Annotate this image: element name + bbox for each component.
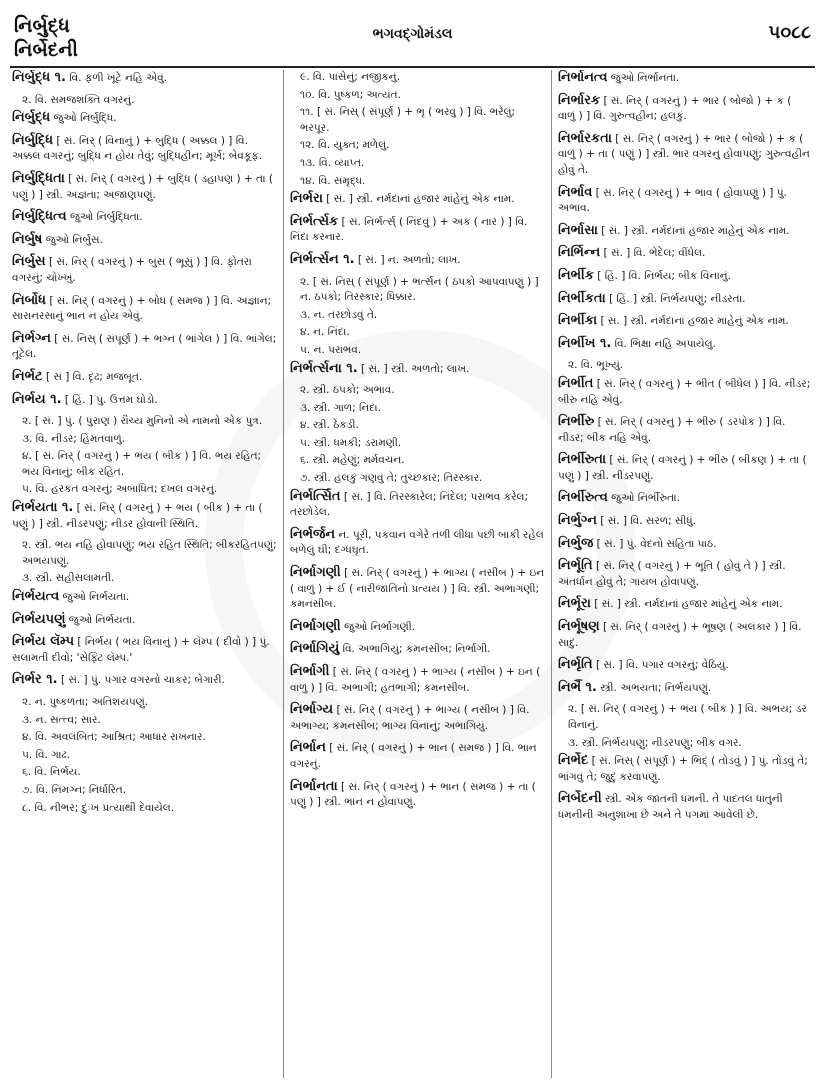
- dictionary-entry: [290, 418, 545, 434]
- dictionary-entry: [558, 414, 811, 446]
- entry-headword: નિર્બોધ: [12, 292, 46, 308]
- dictionary-entry: [558, 93, 811, 125]
- dictionary-entry: [12, 500, 277, 532]
- entry-definition: [ સં. નિર્ ( વગરનું ) + બુસ ( ભૂસું ) ] વિ. ફોતરા વગરનું; ચોખ્ખું.: [12, 256, 252, 284]
- dictionary-entry: [290, 401, 545, 417]
- dictionary-entry: [12, 133, 277, 165]
- guide-word-first: નિર્બુદ્ધ: [14, 15, 70, 37]
- entry-headword: નિર્ભેદ: [558, 753, 589, 769]
- entry-definition: [ સં. નિર્ ( વગરનું ) + ભીરુ ( ડરપોક ) ] વિ. નીડર; બીક નહિ એવું.: [558, 416, 786, 444]
- dictionary-entry: [12, 801, 277, 817]
- entry-definition: ૨. ન. પુષ્કળતા; અતિશયપણું.: [22, 696, 149, 708]
- dictionary-entry: [290, 527, 545, 559]
- dictionary-entry: [12, 713, 277, 729]
- entry-headword: નિર્ભીક: [558, 267, 594, 283]
- entry-definition: ૩. સ્ત્રી. સહીસલામતી.: [22, 572, 115, 585]
- dictionary-entry: [290, 453, 545, 469]
- entry-definition: જુઓ નિર્બુદ્ધિતા.: [69, 211, 143, 224]
- entry-definition: [ સં. ] સ્ત્રી. નર્મદાનાં હજાર માંહેનું એક નામ.: [326, 193, 515, 206]
- entry-definition: ૧૧. [ સં. નિસ્ ( સંપૂર્ણ ) + ભૃ ( ભરવું ) ] વિ. ભરેલું; ભરપૂર.: [300, 106, 516, 134]
- entry-definition: [ સં. નિર્ ( વગરનું ) + ભીત ( બીધેલ ) ] વિ. નીડર; બીરુ નહિ એવું.: [558, 377, 811, 406]
- dictionary-entry: [290, 489, 545, 521]
- entry-definition: [ સં. ] ન. અળતો; લાખ.: [357, 253, 461, 266]
- entry-headword: નિર્ભીખ ૧.: [558, 335, 612, 351]
- entry-definition: [ સં. નિર્ ( વગરનું ) + ભય ( બીક ) + તા ( પણું ) ] સ્ત્રી. નીડરપણું; નીડર હોવાની સ્થિતિ.: [12, 502, 263, 530]
- entry-definition: [ સં. નિસ્ ( સંપૂર્ણ ) + ભિદ્ ( તોડવું ) ] પું. તોડવું તે; ભાંગવું તે; જુદું કરવાપણું.: [558, 755, 808, 783]
- entry-definition: ન. પૂરી, પકવાન વગેરે તળી લીધા પછી બાકી રહેલ બળેલું ઘી; દગ્ધઘૃત.: [290, 528, 544, 557]
- dictionary-entry: [12, 110, 277, 127]
- dictionary-entry: [558, 336, 811, 353]
- entry-headword: નિર્ભીકા: [558, 313, 598, 329]
- entry-definition: ૪. [ સં. નિર્ ( વગરનું ) + ભય ( બીક ) ] વિ. ભય રહિત; ભય વિનાનું; બીક રહિત.: [22, 450, 262, 478]
- dictionary-entry: [290, 214, 545, 246]
- entry-definition: જુઓ નિર્બુસ.: [45, 233, 103, 246]
- entry-definition: વિ. અભાગિયું; કમનસીબ; નિર્ભાગી.: [342, 643, 491, 656]
- entry-definition: [ સં. નિર્ ( વગરનું ) + બોધ ( સમજ ) ] વિ. અજ્ઞાન; સારાનરસાનું ભાન ન હોય એવું.: [12, 294, 272, 323]
- dictionary-entry: [12, 589, 277, 606]
- entry-definition: ૯. વિ. પાસેનું; નજીકનું.: [300, 71, 400, 83]
- dictionary-entry: [12, 209, 277, 226]
- dictionary-entry: [12, 695, 277, 711]
- entry-definition: ૨. વિ. ભૂખ્યું.: [568, 359, 624, 372]
- entry-headword: નિર્ભર્ત્સક: [290, 213, 339, 229]
- entry-definition: [ સં. ] વિ. તિરસ્કારેલ; નિંદેલ; પરાભવ કરેલ; તરછોડેલ.: [290, 490, 529, 519]
- dictionary-entry: [558, 70, 811, 87]
- dictionary-entry: [558, 452, 811, 484]
- entry-definition: ૭. વિ. નિમગ્ન; નિર્ધારિત.: [22, 783, 127, 796]
- dictionary-entry: [290, 471, 545, 487]
- entry-definition: [ હિં. ] વિ. નિર્ભય; બીક વિનાનું.: [597, 269, 731, 282]
- dictionary-entry: [290, 88, 545, 104]
- dictionary-entry: [558, 223, 811, 240]
- dictionary-entry: [558, 753, 811, 785]
- entry-definition: ૧૦. વિ. પુષ્કળ; અત્યંત.: [300, 88, 401, 101]
- dictionary-entry: [12, 369, 277, 386]
- entry-definition: ૫. ન. પરાભવ.: [300, 343, 362, 356]
- dictionary-entry: [558, 657, 811, 674]
- entry-headword: નિર્બુસ: [12, 254, 46, 270]
- entry-headword: નિર્બુદ્ધ ૧.: [12, 70, 66, 85]
- entry-headword: નિર્ભૃતિ: [558, 657, 593, 673]
- entry-headword: નિર્બુદ્ધિ: [12, 132, 54, 148]
- dictionary-entry: [290, 619, 545, 636]
- entry-definition: જુઓ નિર્ભાગણી.: [344, 620, 416, 633]
- dictionary-entry: [290, 383, 545, 399]
- entry-definition: [ સં. નિર્ભર્ત્સ્ ( નિંદવું ) + અક ( નાર ) ] વિ. નિંદા કરનાર.: [290, 215, 528, 244]
- entry-definition: [ સં. નિર્ ( વગરનું ) + ભાગ્ય ( નસીબ ) + ઇન ( વાળું ) + ઈ ( નારીજાતિનો પ્રત્યય ) ] વિ. સ્ત્રી. અભાગણી; કમનસીબ.: [290, 567, 545, 611]
- entry-headword: નિર્ભર્ત્સિત: [290, 488, 341, 504]
- entry-headword: નિર્ભિન્ન: [558, 245, 601, 261]
- dictionary-entry: [12, 634, 277, 666]
- entry-definition: ૭. સ્ત્રી. હલકું ગણવું તે; તુચ્છકાર; તિરસ્કાર.: [300, 472, 483, 485]
- dictionary-entry: [290, 740, 545, 772]
- entry-definition: [ સં. ] સ્ત્રી. નર્મદાનાં હજાર માંહેનું એક નામ.: [600, 315, 789, 328]
- entry-definition: ૪. ન. નિંદા.: [300, 326, 350, 339]
- entry-headword: નિર્ભાન: [290, 740, 326, 756]
- dictionary-entry: [12, 783, 277, 799]
- column-1: [12, 70, 284, 1078]
- entry-definition: ૨. [ સં. ] પું. ( પુરાણ ) રૌચ્ય મુનિનો એ નામનો એક પુત્ર.: [22, 415, 263, 428]
- entry-headword: નિર્ભાગણી: [290, 618, 341, 634]
- entry-definition: જુઓ નિર્ભીરુતા.: [611, 492, 680, 505]
- dictionary-entry: [12, 482, 277, 498]
- page-header: [0, 0, 825, 60]
- entry-definition: ૩. ન. તરછોડવું તે.: [300, 308, 378, 321]
- entry-headword: નિર્ભીરુ: [558, 414, 595, 430]
- dictionary-entry: [290, 252, 545, 269]
- entry-definition: [ સં. નિર્ ( વગરનું ) + બુદ્ધિ ( ડહાપણ ) + તા ( પણું ) ] સ્ત્રી. અજ્ઞતા; અજાણપણું.: [12, 172, 273, 201]
- dictionary-entry: [558, 358, 811, 374]
- dictionary-entry: [12, 331, 277, 363]
- entry-headword: નિર્ભયત્વ: [12, 589, 60, 605]
- entry-headword: નિર્ભયતા ૧.: [12, 500, 74, 516]
- dictionary-entry: [558, 596, 811, 613]
- dictionary-entry: [12, 672, 277, 689]
- entry-headword: નિર્બેદની: [558, 791, 602, 807]
- dictionary-entry: [12, 293, 277, 325]
- dictionary-entry: [290, 156, 545, 172]
- entry-definition: ૧૨. વિ. યુક્ત; મળેલું.: [300, 139, 390, 152]
- dictionary-entry: [12, 748, 277, 764]
- entry-headword: નિર્ભટ: [12, 368, 43, 384]
- entry-definition: [ સં. નિર્ ( વિનાનું ) + બુદ્ધિ ( અક્કલ ) ] વિ. અક્કલ વગરનું; બુદ્ધિ ન હોય તેવું; બુદ્ધિહીન; મૂર્ખ; બેવકૂફ.: [12, 134, 263, 163]
- entry-definition: [ સં. ] વિ. ભેદેલ; વીંધેલ.: [603, 247, 706, 260]
- entry-definition: [ સં ] વિ. દૃઢ; મજબૂત.: [45, 370, 143, 383]
- entry-headword: નિર્ભીત: [558, 375, 594, 391]
- entry-headword: નિર્ભય ૧.: [12, 391, 62, 407]
- dictionary-entry: [558, 558, 811, 590]
- entry-headword: નિર્ભર ૧.: [12, 672, 58, 688]
- entry-definition: [ સં. ] સ્ત્રી. નર્મદાનાં હજાર માંહેનું એક નામ.: [601, 224, 790, 237]
- entry-definition: ૨. [ સં. નિર્ ( વગરનું ) + ભય ( બીક ) ] વિ. અભય; ડર વિનાનું.: [568, 703, 807, 731]
- dictionary-entry: [558, 268, 811, 285]
- entry-definition: ૮. વિ. નીભર; દુઃખ પ્રત્યાથી દેવાયેલ.: [22, 801, 175, 814]
- entry-definition: [ સં. ] સ્ત્રી. અળતો; લાખ.: [361, 362, 470, 375]
- entry-headword: નિર્ભૂરા: [558, 596, 591, 612]
- entry-headword: નિર્ભર્ત્સન ૧.: [290, 251, 355, 267]
- dictionary-entry: [290, 343, 545, 359]
- dictionary-entry: [558, 131, 811, 179]
- entry-definition: જુઓ નિર્ભાનતા.: [610, 72, 680, 84]
- dictionary-entry: [12, 414, 277, 430]
- entry-definition: સ્ત્રી. એક જાતની ધમની. તે પાદતલ ધાતુની ધમનીની અનુશાખા છે અને તે પગમાં આવેલી છે.: [558, 793, 783, 821]
- entry-definition: ૪. સ્ત્રી. ઠેકડી.: [300, 419, 359, 432]
- dictionary-entry: [12, 538, 277, 569]
- dictionary-entry: [290, 70, 545, 86]
- dictionary-entry: [558, 490, 811, 507]
- entry-definition: [ નિર્ભય ( ભય વિનાનું ) + લૅમ્પ ( દીવો ) ] પું. સલામતી દીવો; 'સેફ્ટિ લૅમ્પ.': [12, 636, 270, 664]
- entry-headword: નિર્ભાસા: [558, 222, 598, 238]
- dictionary-entry: [12, 730, 277, 746]
- entry-headword: નિર્ભૂતિ: [558, 558, 593, 574]
- entry-definition: ૬. સ્ત્રી. મહેણું; મર્મવચન.: [300, 454, 405, 467]
- dictionary-entry: [12, 232, 277, 249]
- entry-definition: [ સં. નિર્ ( વગરનું ) + ભાર ( બોજો ) + ક ( વાળું ) ] વિ. ગુરુત્વહીન; હલકું.: [558, 94, 792, 123]
- dictionary-entry: [558, 680, 811, 697]
- entry-definition: ૫. સ્ત્રી. ધમકી; ડરામણી.: [300, 436, 402, 449]
- dictionary-columns: [12, 70, 817, 1078]
- dictionary-entry: [558, 513, 811, 530]
- entry-headword: નિર્ભાગ્ય: [290, 702, 334, 718]
- dictionary-entry: [290, 779, 545, 811]
- entry-definition: ૨. સ્ત્રી. ઠપકો; અભાવ.: [300, 384, 395, 397]
- entry-headword: નિર્ભીરુતા: [558, 452, 607, 468]
- entry-headword: નિર્ભાનતા: [290, 778, 338, 794]
- entry-definition: ૩. સ્ત્રી. નિર્ભયપણું; નીડરપણું; બીક વગર.: [568, 736, 742, 749]
- dictionary-entry: [558, 376, 811, 408]
- entry-definition: જુઓ નિર્ભયતા.: [62, 591, 130, 604]
- dictionary-entry: [290, 565, 545, 613]
- entry-definition: [ સં. નિર્ ( વગરનું ) + ભાન ( સમજ ) + તા ( પણું ) ] સ્ત્રી. ભાન ન હોવાપણું.: [290, 780, 536, 809]
- entry-headword: નિર્ભૂષણ: [558, 619, 600, 635]
- dictionary-entry: [290, 105, 545, 136]
- entry-headword: નિર્ભય લૅમ્પ: [12, 634, 75, 650]
- entry-definition: [ સં. નિર્ ( વગરનું ) + ભૂષણ ( અલંકાર ) ] વિ. સાદું.: [558, 621, 802, 649]
- entry-definition: જુઓ નિર્ભયતા.: [68, 613, 136, 626]
- entry-definition: ૧૩. વિ. વ્યાપ્ત.: [300, 156, 365, 169]
- entry-headword: નિર્ભારક: [558, 92, 601, 108]
- header-rule: [10, 66, 815, 68]
- dictionary-entry: [12, 171, 277, 203]
- entry-definition: વિ. ભિક્ષા નહિ અપાયેલું.: [614, 337, 716, 350]
- entry-headword: નિર્બુદ્ધ: [12, 110, 51, 126]
- entry-headword: નિર્ભીકતા: [558, 290, 606, 306]
- entry-definition: [ સં. ] વિ. સરળ; સીધું.: [600, 515, 697, 528]
- entry-headword: નિર્ભાગી: [290, 664, 330, 679]
- dictionary-entry: [12, 70, 277, 87]
- entry-headword: નિર્ભીરુત્વ: [558, 490, 608, 506]
- entry-definition: ૩. વિ. નીડર; હિંમતવાળું.: [22, 432, 126, 445]
- dictionary-entry: [12, 392, 277, 409]
- dictionary-entry: [290, 275, 545, 306]
- entry-definition: ૩. ન. સત્ત્વ; સાર.: [22, 713, 101, 726]
- dictionary-entry: [12, 571, 277, 587]
- entry-definition: વિ. ફળી ખૂટે નહિ એવું.: [69, 72, 167, 84]
- column-2: [284, 70, 552, 1078]
- page-number: ૫૦૮૮: [768, 22, 811, 43]
- entry-definition: [ સં. નિર્ ( વગરનું ) + ભાગ્ય ( નસીબ ) + ઇન ( વાળું ) ] વિ. અભાગી; હતભાગી; કમનસીબ.: [290, 666, 541, 694]
- entry-definition: [ સં. ] પું. પગાર વગરનો ચાકર; બેગારી.: [60, 674, 225, 687]
- dictionary-entry: [290, 702, 545, 734]
- dictionary-entry: [558, 702, 811, 733]
- entry-definition: ૫. વિ. ગાઢ.: [22, 748, 70, 761]
- dictionary-entry: [558, 245, 811, 262]
- entry-headword: નિર્બુદ્ધિત્વ: [12, 209, 67, 225]
- entry-headword: નિર્ભુગ્ન: [558, 513, 597, 529]
- entry-headword: નિર્ભર્જન: [290, 526, 336, 542]
- entry-headword: નિર્ભાનત્વ: [558, 70, 608, 85]
- entry-definition: [ સં. નિર્ ( વગરનું ) + ભાવ ( હોવાપણું ) ] પું. અભાવ.: [558, 186, 787, 215]
- entry-definition: ૬. વિ. નિર્ભય.: [22, 766, 81, 779]
- dictionary-entry: [12, 432, 277, 448]
- dictionary-entry: [558, 185, 811, 217]
- dictionary-entry: [558, 791, 811, 823]
- entry-headword: નિર્ભર્ત્સના ૧.: [290, 360, 358, 376]
- entry-definition: ૫. વિ. હરકત વગરનું; અબાધિત; દખલ વગરનું.: [22, 483, 218, 496]
- entry-definition: ૨. સ્ત્રી. ભય નહિ હોવાપણું; ભય રહિત સ્થિતિ; બીકરહિતપણું; અભયપણું.: [22, 539, 277, 567]
- dictionary-entry: [558, 536, 811, 553]
- book-title: ભગવદ્ગોમંડલ: [372, 26, 453, 42]
- entry-headword: નિર્ભાગિયું: [290, 641, 340, 657]
- entry-headword: નિર્ભૈ ૧.: [558, 679, 597, 695]
- entry-definition: [ સં. નિર્ ( વગરનું ) + ભૂતિ ( હોવું તે ) ] સ્ત્રી. અંતર્ધાન હોવું તે; ગાયબ હોવાપણું.: [558, 560, 786, 588]
- entry-definition: [ સં. ] વિ. પગાર વગરનું; વેઠિયું.: [595, 659, 729, 672]
- entry-definition: [ સં. નિર્ ( વગરનું ) + ભાન ( સમજ ) ] વિ. ભાન વગરનું.: [290, 742, 537, 770]
- entry-headword: નિર્ભાવ: [558, 184, 593, 200]
- column-3: [552, 70, 817, 1078]
- entry-definition: ૨. વિ. સમજશક્તિ વગરનું.: [22, 93, 135, 106]
- entry-headword: નિર્બુષ: [12, 231, 43, 247]
- entry-definition: ૪. વિ. અવલંબિત; આશ્રિત; આધાર રાખનાર.: [22, 731, 206, 744]
- entry-definition: [ સં. ] સ્ત્રી. નર્મદાનાં હજાર માંહેનું એક નામ.: [594, 598, 783, 611]
- dictionary-entry: [12, 765, 277, 781]
- dictionary-entry: [290, 641, 545, 658]
- entry-definition: ૧૪. વિ. સમૃદ્ધ.: [300, 174, 366, 187]
- dictionary-entry: [290, 436, 545, 452]
- dictionary-entry: [12, 93, 277, 109]
- entry-headword: નિર્ભરા: [290, 191, 323, 207]
- dictionary-entry: [558, 619, 811, 651]
- dictionary-entry: [558, 313, 811, 330]
- dictionary-entry: [12, 254, 277, 286]
- entry-definition: ૨. [ સં. નિસ્ ( સંપૂર્ણ ) + ભર્ત્સન ( ઠપકો આપવાપણું ) ] ન. ઠપકો; તિરસ્કાર; ધિક્કાર.: [300, 275, 539, 304]
- dictionary-entry: [12, 449, 277, 480]
- entry-definition: ૩. સ્ત્રી. ગાળ; નિંદા.: [300, 401, 381, 414]
- dictionary-entry: [290, 138, 545, 154]
- dictionary-entry: [290, 308, 545, 324]
- entry-definition: [ સં. નિર્ ( વગરનું ) + ભાગ્ય ( નસીબ ) ] વિ. અભાગ્ય; કમનસીબ; ભાગ્ય વિનાનું; અભાગિયું.: [290, 704, 530, 732]
- entry-headword: નિર્ભગ્ન: [12, 330, 51, 346]
- dictionary-entry: [290, 191, 545, 208]
- entry-definition: [ સં. નિર્ ( વગરનું ) + ભાર ( બોજો ) + ક ( વાળું ) + તા ( પણું ) ] સ્ત્રી. ભાર વગરનું હોવાપણું; ગુરુત્વહીન હોવું તે.: [558, 132, 810, 176]
- dictionary-entry: [290, 325, 545, 341]
- entry-headword: નિર્ભયપણું: [12, 611, 66, 627]
- dictionary-entry: [558, 736, 811, 752]
- entry-definition: જુઓ નિર્બુદ્ધિ.: [53, 112, 117, 125]
- entry-headword: નિર્ભુજ: [558, 535, 594, 551]
- entry-headword: નિર્ભારકતા: [558, 130, 612, 146]
- dictionary-entry: [290, 174, 545, 190]
- entry-headword: નિર્બુદ્ધિતા: [12, 170, 65, 186]
- dictionary-entry: [12, 612, 277, 629]
- dictionary-entry: [290, 361, 545, 378]
- entry-definition: [ સં. ] પું. વેદનો સંહિતા પાઠ.: [596, 537, 717, 550]
- dictionary-entry: [290, 664, 545, 696]
- entry-definition: [ હિં. ] સ્ત્રી. નિર્ભયપણું; નીડરતા.: [609, 292, 746, 305]
- entry-definition: [ સં. નિર્ ( વગરનું ) + ભીરુ ( બીકણ ) + તા ( પણું ) ] સ્ત્રી. નીડરપણું.: [558, 454, 807, 482]
- entry-definition: [ સં. નિસ્ ( સંપૂર્ણ ) + ભગ્ન ( ભાંગેલ ) ] વિ. ભાંગેલ; તૂટેલ.: [12, 332, 277, 361]
- entry-headword: નિર્ભાગણી: [290, 565, 341, 581]
- entry-definition: સ્ત્રી. અભયતા; નિર્ભયપણું.: [600, 681, 712, 694]
- guide-word-second: નિર્બેદની: [14, 39, 78, 61]
- entry-definition: [ હિં. ] પું. ઉત્તમ ઘોડો.: [64, 393, 158, 406]
- dictionary-entry: [558, 291, 811, 308]
